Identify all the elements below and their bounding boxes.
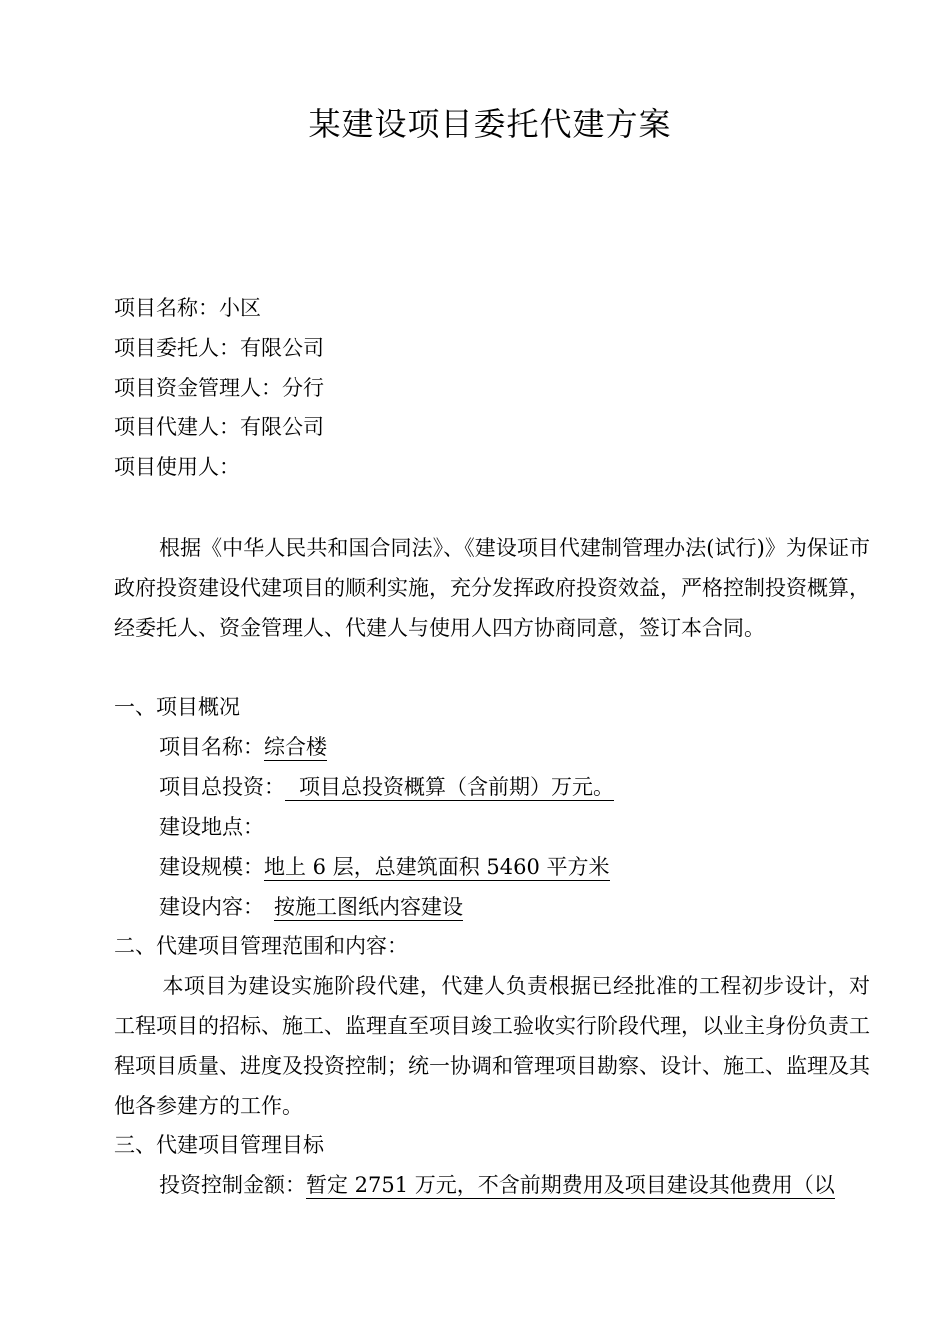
s3-invest-line [159, 1170, 835, 1200]
section2-text: 本项目为建设实施阶段代建，代建人负责根据已经批准的工程初步设计，对工程项目的招标、施工、监理直至项目竣工验收实行阶段代理，以业主身份负责工程项目质量、进度及投资控制；统一协调和管理项目勘察、设计、施工、监理及其他各参建方的工作。 [114, 974, 870, 1118]
s1-content-line [159, 892, 463, 922]
project-client-line [114, 333, 324, 363]
intro-text: 根据《中华人民共和国合同法》、《建设项目代建制管理办法(试行)》为保证市政府投资建设代建项目的顺利实施，充分发挥政府投资效益，严格控制投资概算，经委托人、资金管理人、代建人与使用人四方协商同意，签订本合同。 [114, 536, 870, 640]
s1-invest-value: 项目总投资概算（含前期）万元。 [285, 775, 614, 801]
s1-location-label: 建设地点： [159, 815, 264, 839]
project-user-label: 项目使用人： [114, 455, 240, 479]
s3-invest-label: 投资控制金额： [159, 1173, 306, 1197]
s1-content-label: 建设内容： [159, 895, 264, 919]
s1-location-line [159, 812, 264, 842]
s1-invest-label: 项目总投资： [159, 775, 285, 799]
s1-scale-line [159, 852, 610, 882]
project-fund-manager-value: 分行 [282, 376, 324, 400]
section1-heading: 一、项目概况 [114, 695, 240, 719]
section3-heading: 三、代建项目管理目标 [114, 1133, 324, 1157]
project-user-line [114, 452, 240, 482]
section2-paragraph [114, 966, 870, 1126]
intro-paragraph [114, 528, 870, 648]
project-agent-line [114, 412, 324, 442]
project-name-label: 项目名称： [114, 296, 219, 320]
s1-content-value: 按施工图纸内容建设 [274, 895, 463, 919]
document-title: 某建设项目委托代建方案 [308, 105, 672, 143]
s1-name-label: 项目名称： [159, 735, 264, 759]
project-client-value: 有限公司 [240, 336, 324, 360]
s1-scale-label: 建设规模： [159, 855, 264, 879]
project-client-label: 项目委托人： [114, 336, 240, 360]
s1-name-line [159, 732, 327, 762]
project-fund-manager-label: 项目资金管理人： [114, 376, 282, 400]
project-fund-manager-line [114, 373, 324, 403]
s1-invest-line [159, 772, 614, 802]
project-name-line [114, 293, 261, 323]
project-agent-label: 项目代建人： [114, 415, 240, 439]
s1-name-value: 综合楼 [264, 735, 327, 759]
s1-scale-value: 地上 6 层，总建筑面积 5460 平方米 [264, 855, 610, 879]
project-agent-value: 有限公司 [240, 415, 324, 439]
project-name-value: 小区 [219, 296, 261, 320]
s3-invest-value: 暂定 2751 万元，不含前期费用及项目建设其他费用（以 [306, 1173, 835, 1197]
section2-heading: 二、代建项目管理范围和内容： [114, 934, 408, 958]
